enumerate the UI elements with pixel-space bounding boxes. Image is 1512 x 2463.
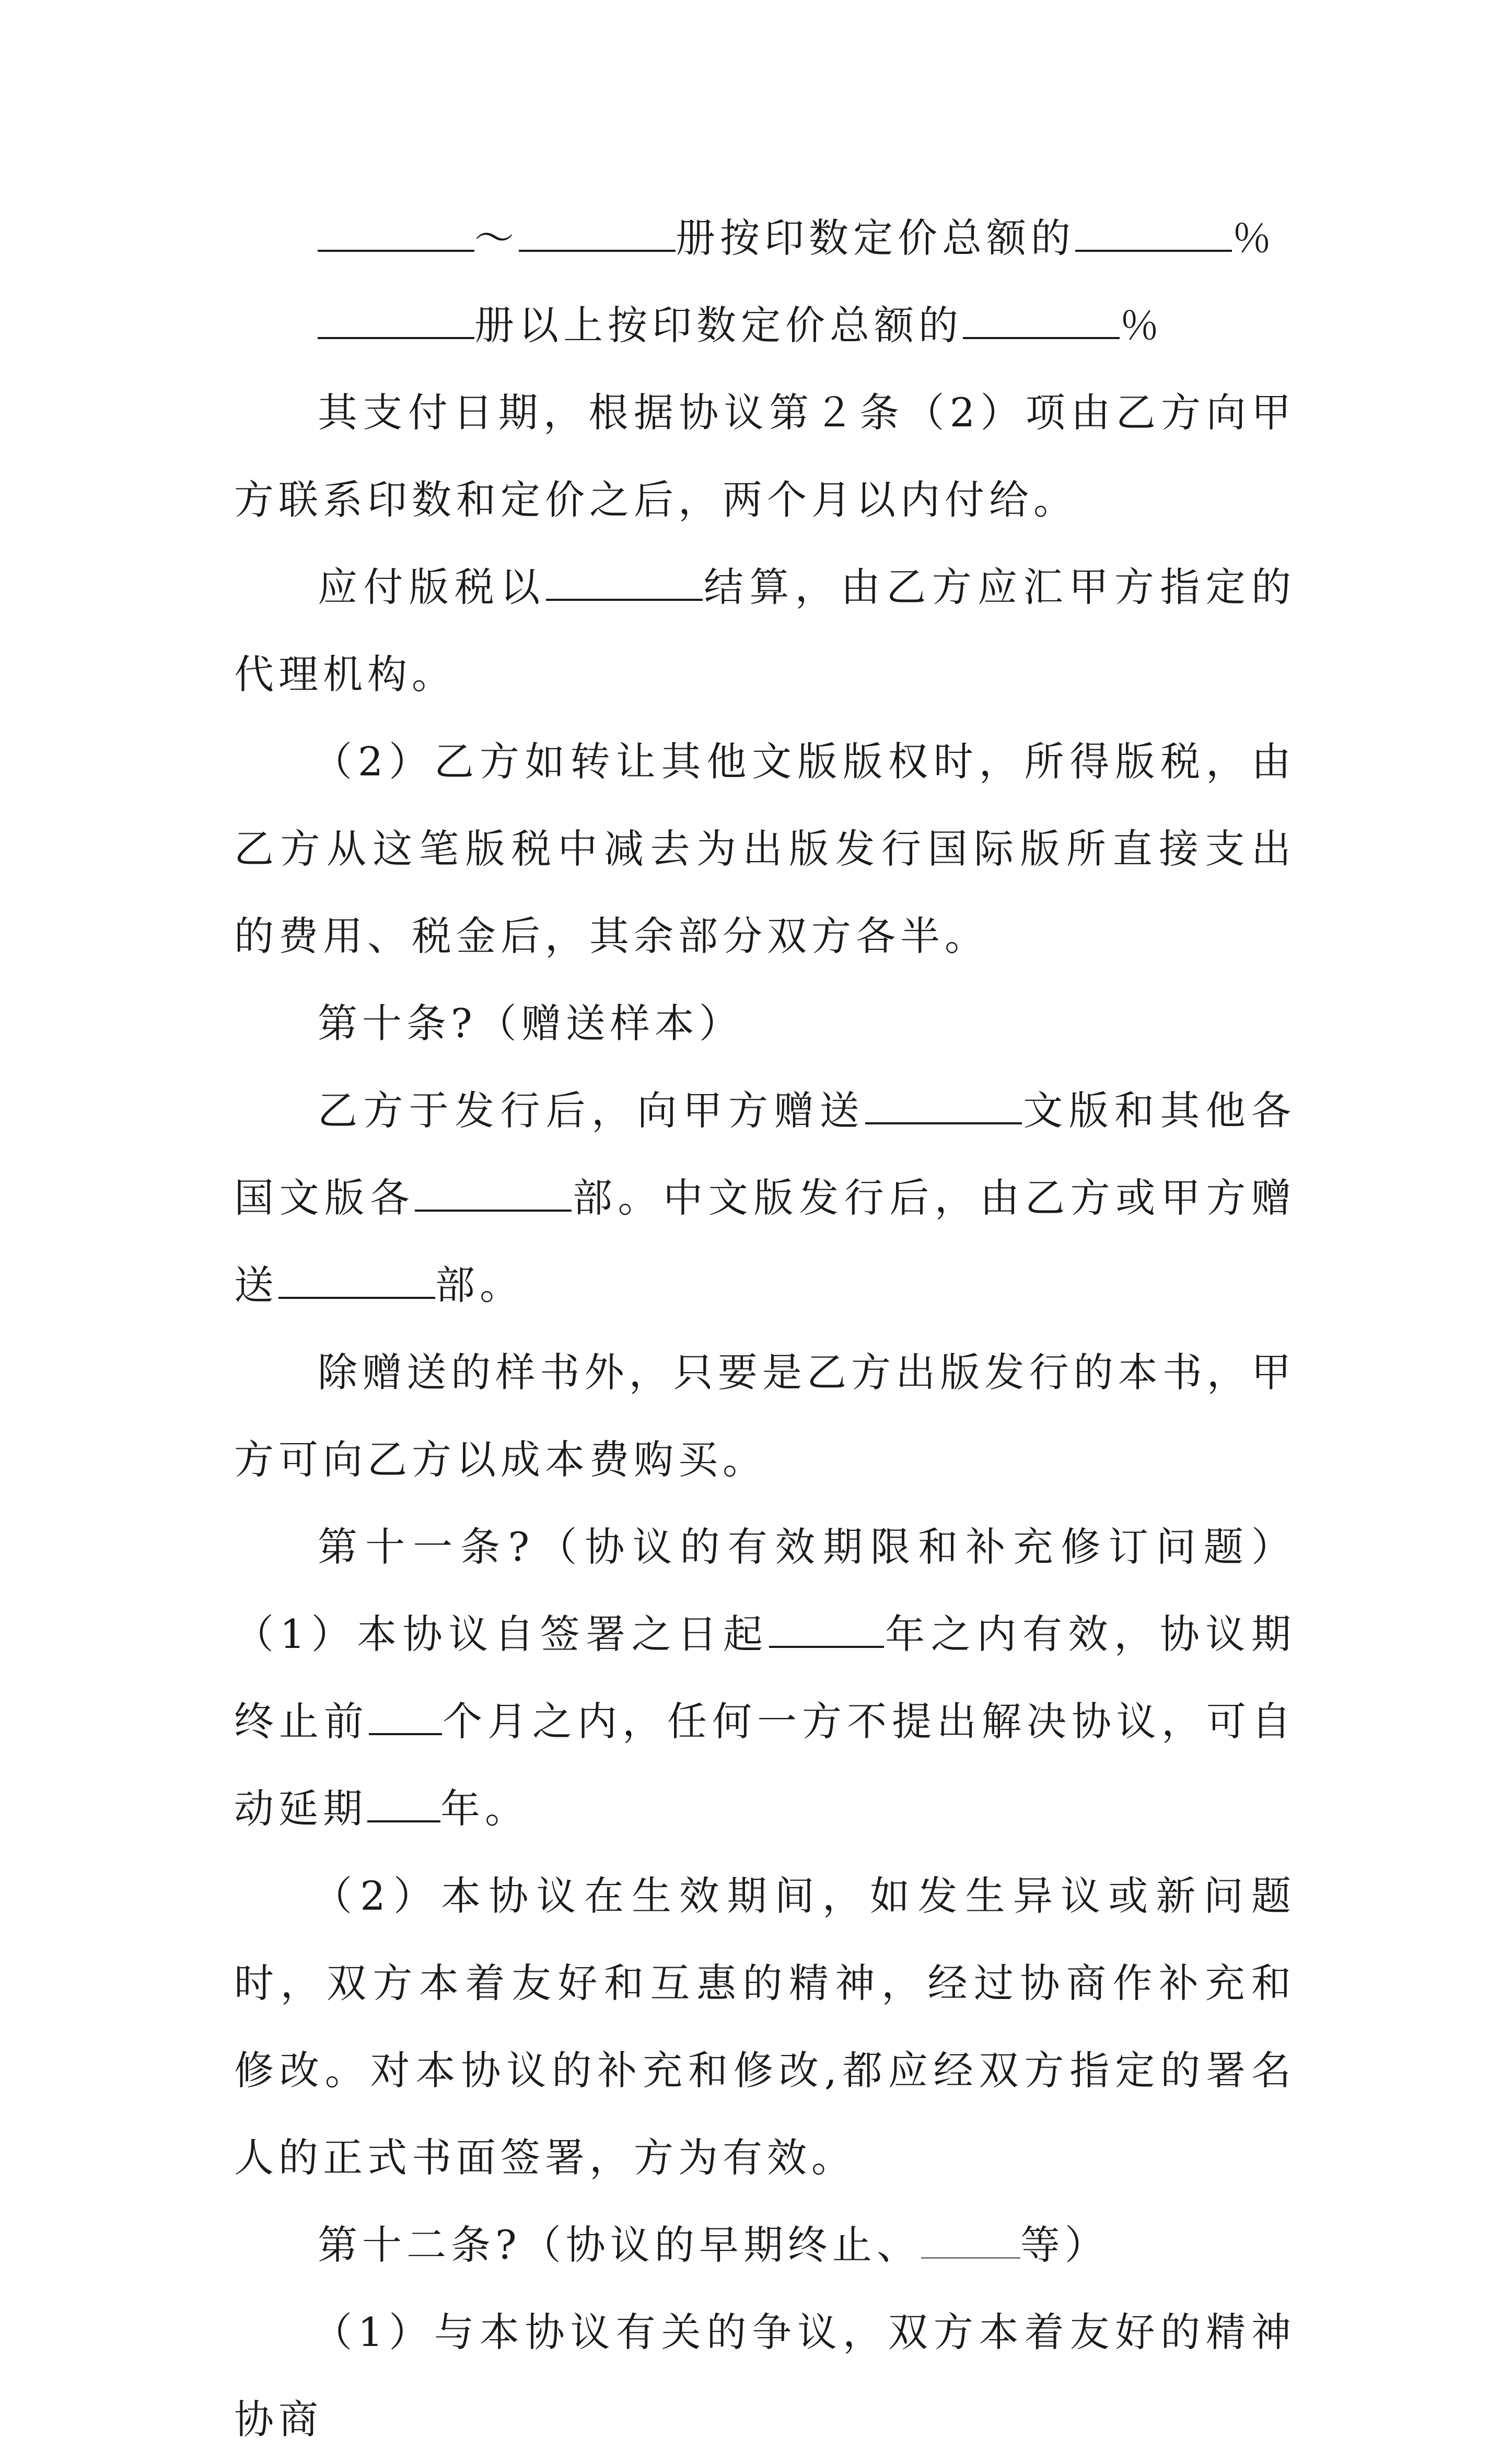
article-12-clause-1: （1）与本协议有关的争议，双方本着友好的精神协商 [234, 2309, 1296, 2443]
article-11-paragraph [234, 1503, 1296, 1852]
range-separator: ～ [474, 215, 519, 261]
royalty-tier-line-2 [234, 282, 1296, 369]
transfer-paragraph: （2）乙方如转让其他文版版权时，所得版税，由乙方从这笔版税中减去为出版发行国际版所直接支出的费用、税金后，其余部分双方各半。 [234, 738, 1296, 959]
blank-field [318, 303, 474, 339]
art12-text-a: 第十二条?（协议的早期终止、 [318, 2222, 921, 2268]
art11-text-c: 个月之内，任何一方不提出解决协议，可自动延期 [234, 1698, 1296, 1832]
royalty-settlement-paragraph [234, 543, 1296, 718]
document-page [234, 194, 1296, 2463]
article-11-clause-2: （2）本协议在生效期间，如发生异议或新问题时，双方本着友好和互惠的精神，经过协商作补充和修改。对本协议的补充和修改,都应经双方指定的署名人的正式书面签署，方为有效。 [234, 1873, 1296, 2181]
article-12-heading [234, 2201, 1296, 2288]
blank-field [921, 2223, 1020, 2259]
art11-text-b: 年之内有效，协议期终止前 [234, 1611, 1296, 1745]
gift-text-a: 乙方于发行后，向甲方赠送 [318, 1087, 865, 1134]
gift-text-d: 部。 [435, 1262, 524, 1308]
gift-copies-paragraph [234, 1067, 1296, 1329]
settlement-text-b: 结算，由乙方应汇甲方指定的代理机构。 [234, 564, 1296, 698]
royalty-tier-line-1 [234, 194, 1296, 282]
percent-sign: ％ [1120, 302, 1164, 348]
art11-text-d: 年。 [440, 1785, 529, 1832]
blank-field [369, 1699, 442, 1735]
blank-field [367, 1786, 440, 1822]
blank-field [318, 216, 474, 252]
gift-text-b: 文版和其他各国文版各 [234, 1087, 1296, 1221]
blank-field [546, 565, 703, 601]
article-10-heading: 第十条?（赠送样本） [318, 1000, 743, 1047]
purchase-paragraph: 除赠送的样书外，只要是乙方出版发行的本书，甲方可向乙方以成本费购买。 [234, 1349, 1296, 1483]
blank-field [865, 1088, 1022, 1124]
percent-sign: ％ [1232, 215, 1276, 261]
tier-text: 册以上按印数定价总额的 [474, 302, 963, 348]
blank-field [415, 1176, 572, 1212]
blank-field [769, 1612, 884, 1648]
gift-text-c: 部。中文版发行后，由乙方或甲方赠送 [234, 1175, 1296, 1308]
art12-text-b: 等） [1020, 2222, 1109, 2268]
payment-date-paragraph: 其支付日期，根据协议第２条（2）项由乙方向甲方联系印数和定价之后，两个月以内付给。 [234, 389, 1296, 523]
tier-text: 册按印数定价总额的 [676, 215, 1075, 261]
blank-field [278, 1263, 435, 1299]
blank-field [963, 303, 1120, 339]
settlement-text-a: 应付版税以 [318, 564, 546, 610]
art11-text-a: 第十一条?（协议的有效期限和补充修订问题）（1）本协议自签署之日起 [234, 1524, 1296, 1657]
blank-field [519, 216, 676, 252]
blank-field [1075, 216, 1232, 252]
